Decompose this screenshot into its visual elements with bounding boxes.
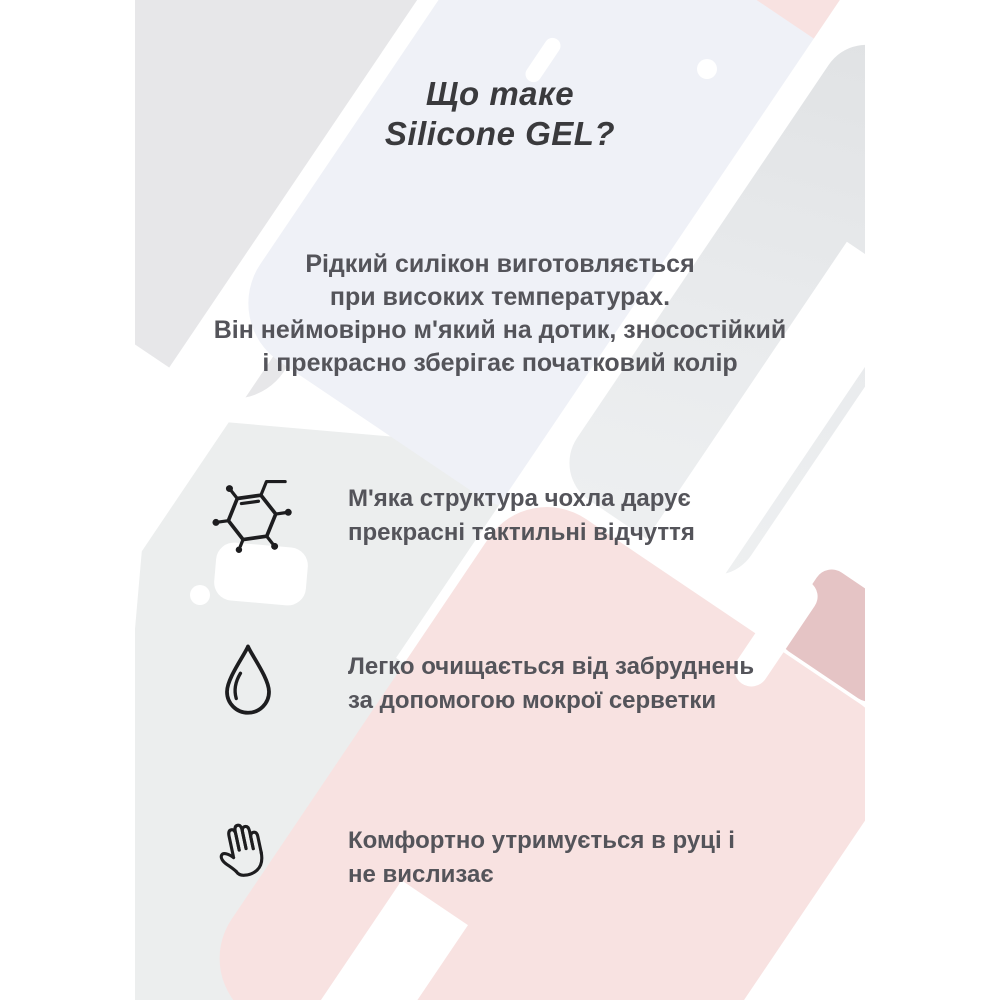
water-drop-icon [210, 638, 286, 727]
page-title [0, 74, 1000, 154]
feature-line-1: М'яка структура чохла дарує [348, 485, 691, 512]
intro-line: при високих температурах. [329, 283, 671, 311]
feature-line-2: за допомогою мокрої серветки [348, 687, 717, 714]
hand-icon [204, 802, 282, 889]
feature-row [348, 824, 735, 892]
feature-row [348, 482, 695, 550]
feature-line-1: Легко очищається від забруднень [348, 653, 755, 680]
page-title-line-1: Що таке [425, 75, 575, 112]
feature-line-2: прекрасні тактильні відчуття [348, 519, 695, 546]
bg-camera-lens-cutout [190, 585, 210, 605]
intro-paragraph [0, 248, 1000, 380]
intro-line: Рідкий силікон виготовляється [305, 250, 695, 278]
intro-line: і прекрасно зберігає початковий колір [262, 349, 738, 377]
molecule-icon [206, 464, 298, 561]
feature-line-1: Комфортно утримується в руці і [348, 827, 735, 854]
feature-row [348, 650, 754, 718]
intro-line: Він неймовірно м'який на дотик, зносостійкий [213, 316, 787, 344]
feature-line-2: не вислизає [348, 861, 494, 888]
page-title-line-2: Silicone GEL? [384, 115, 616, 152]
